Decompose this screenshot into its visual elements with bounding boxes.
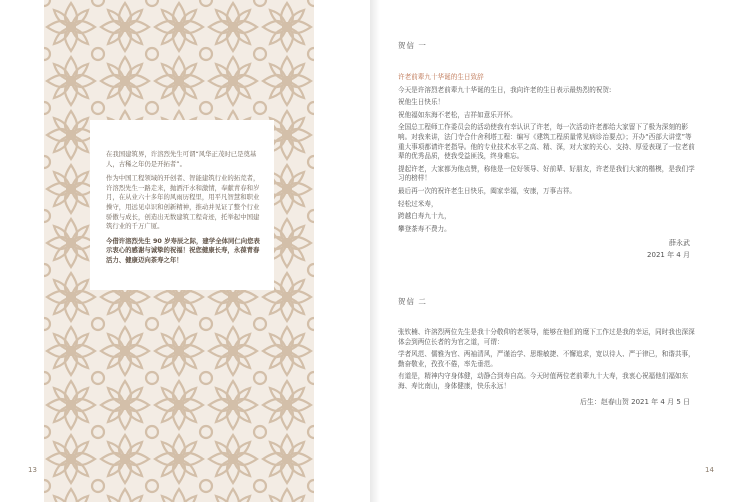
- letter-salutation: 许老前辈九十华诞的生日致辞: [398, 73, 484, 81]
- dedication-text-card: [90, 120, 274, 290]
- letter-paragraph: 跨越白寿九十九，: [398, 212, 451, 221]
- dedication-paragraph: 作为中国工程领域的开创者、智能建筑行业的拓荒者，许溶烈先生一路走来，抛洒汗水和激情，奉献青春和岁月，在从业六十多年的风雨历程里，用平凡智慧和职业操守，用远见卓识和创新精神，推动并见证了整个行业骄傲与成长，创造出无数建筑工程奇迹，托举起中国建筑行业的千万广厦。: [106, 174, 260, 231]
- right-page: [370, 0, 740, 502]
- letter-paragraph: 提起许老，大家都为他点赞，称他是一位好领导、好前辈、好朋友，许老是我们大家的楷模，是我们学习的榜样！: [398, 164, 695, 183]
- letter-paragraph: 学者风范、儒雅为官、两袖清风，严谨治学、思维敏捷、不懈追求，宽以待人、严于律已，和谐共事，勤奋敬业，孜孜不倦，率先垂范。: [398, 350, 695, 368]
- letter-title: 贺信 二: [398, 297, 427, 306]
- letter-paragraph: 有道是，精神内守身体健，动静合到寿自高。今天时值两位老前辈九十大寿，我衷心祝福他们福如东海、寿比南山，身体健康，快乐永远！: [398, 372, 689, 390]
- letter-paragraph: 祝他福如东海不老松，吉祥如意乐开怀。: [398, 110, 517, 119]
- letter-title: 贺信 一: [398, 41, 427, 50]
- page-number-right: 14: [705, 466, 714, 474]
- letter-paragraph: 攀登茶寿不费力。: [398, 224, 451, 233]
- dedication-paragraph: 在我国建筑界，许溶烈先生可谓“风华正茂时已是奠基人，古稀之年仍是开拓者”。: [106, 150, 257, 168]
- letter-paragraph: 全国总工程师工作委员会的活动使我有幸认识了许老，每一次活动许老都给大家留下了极为深刻的影响。对我来讲，法门寺合什舍利塔工程：编写《建筑工程质量常见病诊治要点》；开办“西部大讲堂”等重大事项都请许老指导。他的专业技术水平之高、精、深，对大家的关心、支持、厚爱表现了一位老前辈的优秀品质，使我受益匪浅，终身难忘。: [398, 123, 695, 161]
- letter-signature: 后生：赵春山贺 2021 年 4 月 5 日: [579, 397, 690, 406]
- dedication-closing: 今借许溶烈先生 90 岁寿辰之际，建学全体同仁向您表示衷心的感谢与诚挚的祝福！祝您健康长寿，永葆青春活力、健康迈向茶寿之年！: [106, 236, 260, 264]
- page-number-left: 13: [28, 466, 37, 474]
- letter-signature: 薛永武: [669, 239, 690, 248]
- letter-date: 2021 年 4 月: [647, 251, 690, 260]
- letter-paragraph: 最后再一次的祝许老生日快乐，阖家幸福，安康，万事吉祥。: [398, 186, 577, 195]
- gutter-shadow: [370, 0, 380, 502]
- letter-paragraph: 张钦楠、许溶烈两位先生是我十分敬仰的老领导，能够在他们的麾下工作过是我的幸运，同时我也深深体会到两位长者的为官之道，可谓：: [398, 328, 695, 346]
- letter-two: [398, 296, 698, 408]
- letter-paragraph: 祝他生日快乐！: [398, 98, 445, 107]
- letter-paragraph: 今天是许溶烈老前辈九十华诞的生日，我向许老的生日表示最热烈的祝贺:: [398, 85, 612, 94]
- letter-one: [398, 40, 698, 261]
- letter-paragraph: 轻松过米寿，: [398, 199, 438, 208]
